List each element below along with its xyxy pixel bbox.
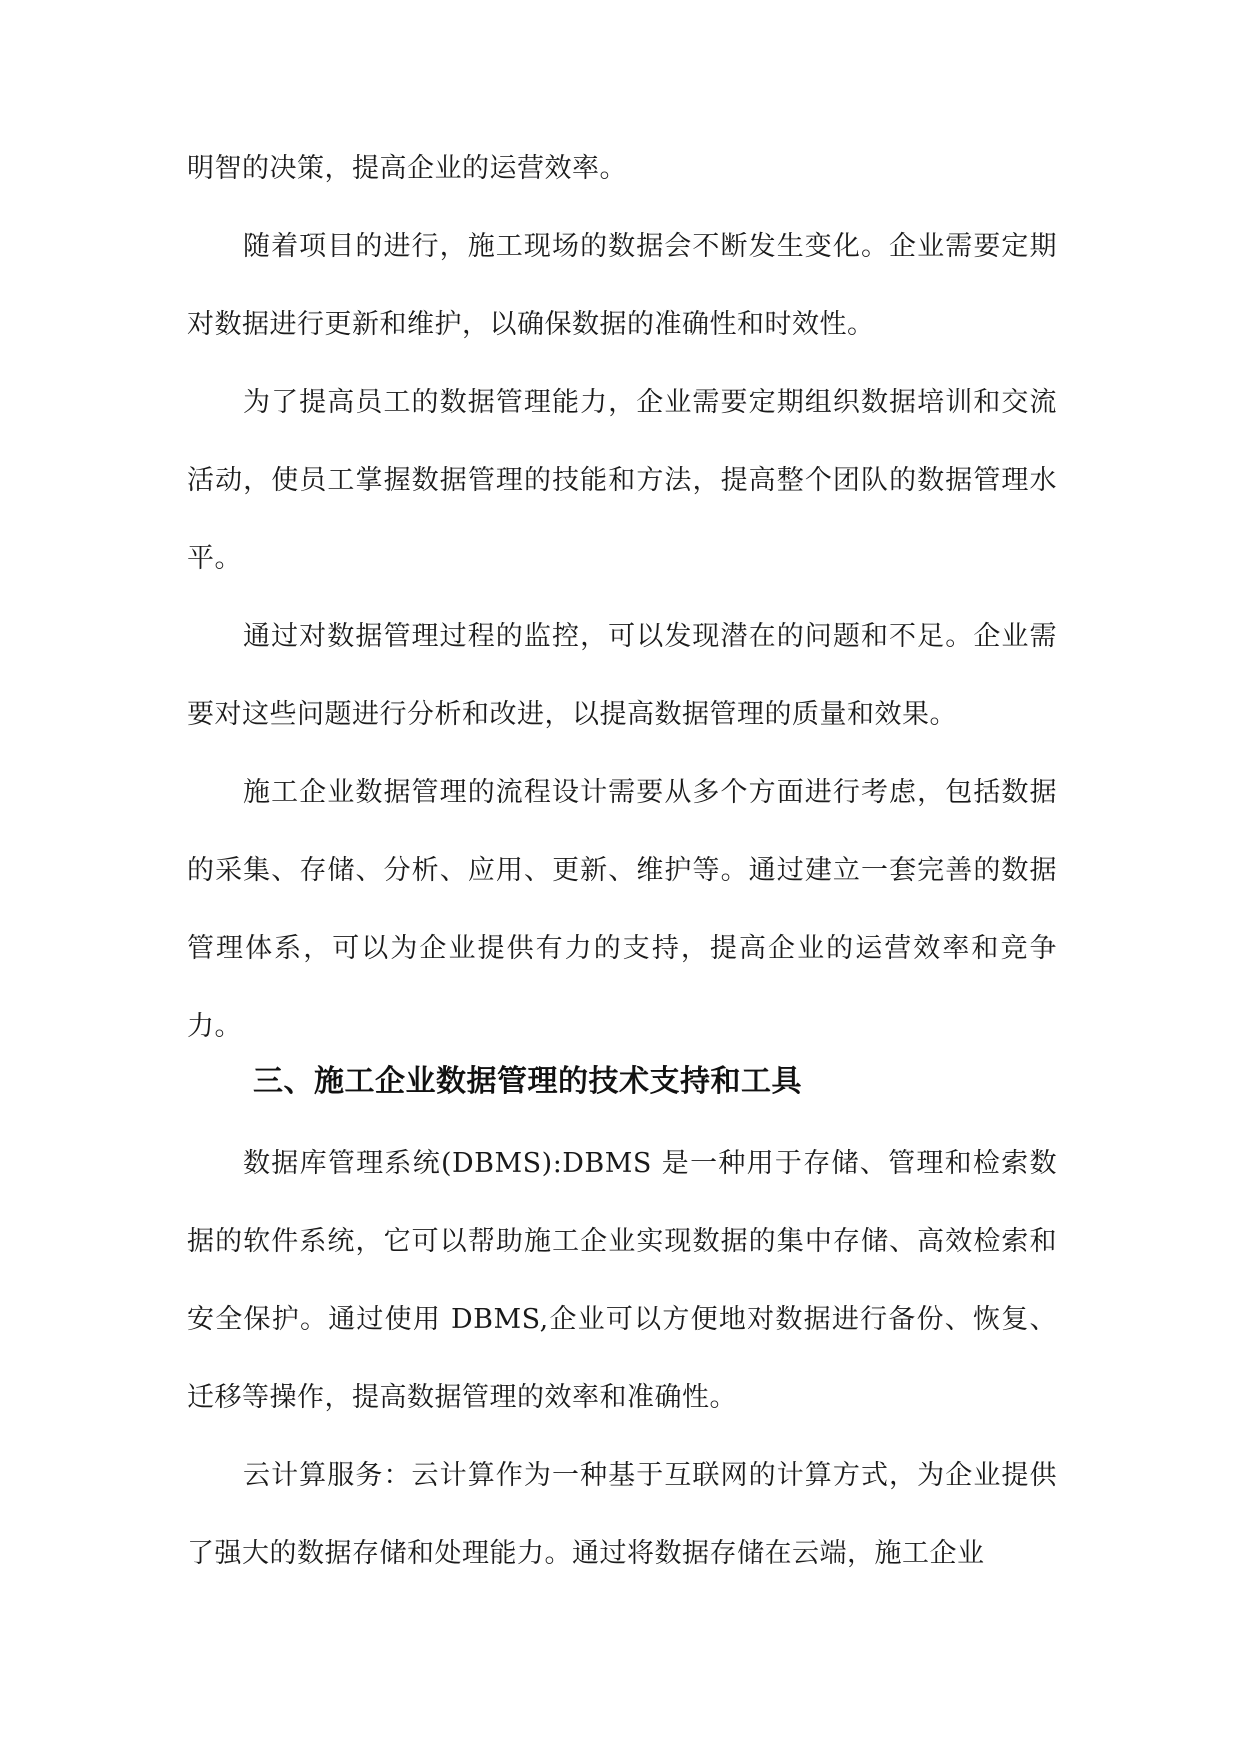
paragraph-staff-training: 为了提高员工的数据管理能力，企业需要定期组织数据培训和交流活动，使员工掌握数据管理的技能和方法，提高整个团队的数据管理水平。: [187, 387, 1057, 574]
section-heading: 三、施工企业数据管理的技术支持和工具: [253, 1064, 802, 1099]
body-text-before-heading: [187, 130, 1057, 1066]
paragraph-process-design: 施工企业数据管理的流程设计需要从多个方面进行考虑，包括数据的采集、存储、分析、应用、更新、维护等。通过建立一套完善的数据管理体系，可以为企业提供有力的支持，提高企业的运营效率和竞争力。: [187, 777, 1057, 1042]
paragraph-decision-efficiency: 明智的决策，提高企业的运营效率。: [187, 153, 627, 184]
paragraph-process-monitoring: 通过对数据管理过程的监控，可以发现潜在的问题和不足。企业需要对这些问题进行分析和改进，以提高数据管理的质量和效果。: [187, 621, 1057, 730]
paragraph-data-update: 随着项目的进行，施工现场的数据会不断发生变化。企业需要定期对数据进行更新和维护，以确保数据的准确性和时效性。: [187, 231, 1057, 340]
body-text-after-heading: [187, 1125, 1057, 1593]
paragraph-dbms: 数据库管理系统(DBMS):DBMS 是一种用于存储、管理和检索数据的软件系统，它可以帮助施工企业实现数据的集中存储、高效检索和安全保护。通过使用 DBMS,企业可以方便地对数据进行备份、恢复、迁移等操作，提高数据管理的效率和准确性。: [187, 1148, 1057, 1413]
paragraph-cloud-computing: 云计算服务：云计算作为一种基于互联网的计算方式，为企业提供了强大的数据存储和处理能力。通过将数据存储在云端，施工企业: [187, 1460, 1057, 1569]
